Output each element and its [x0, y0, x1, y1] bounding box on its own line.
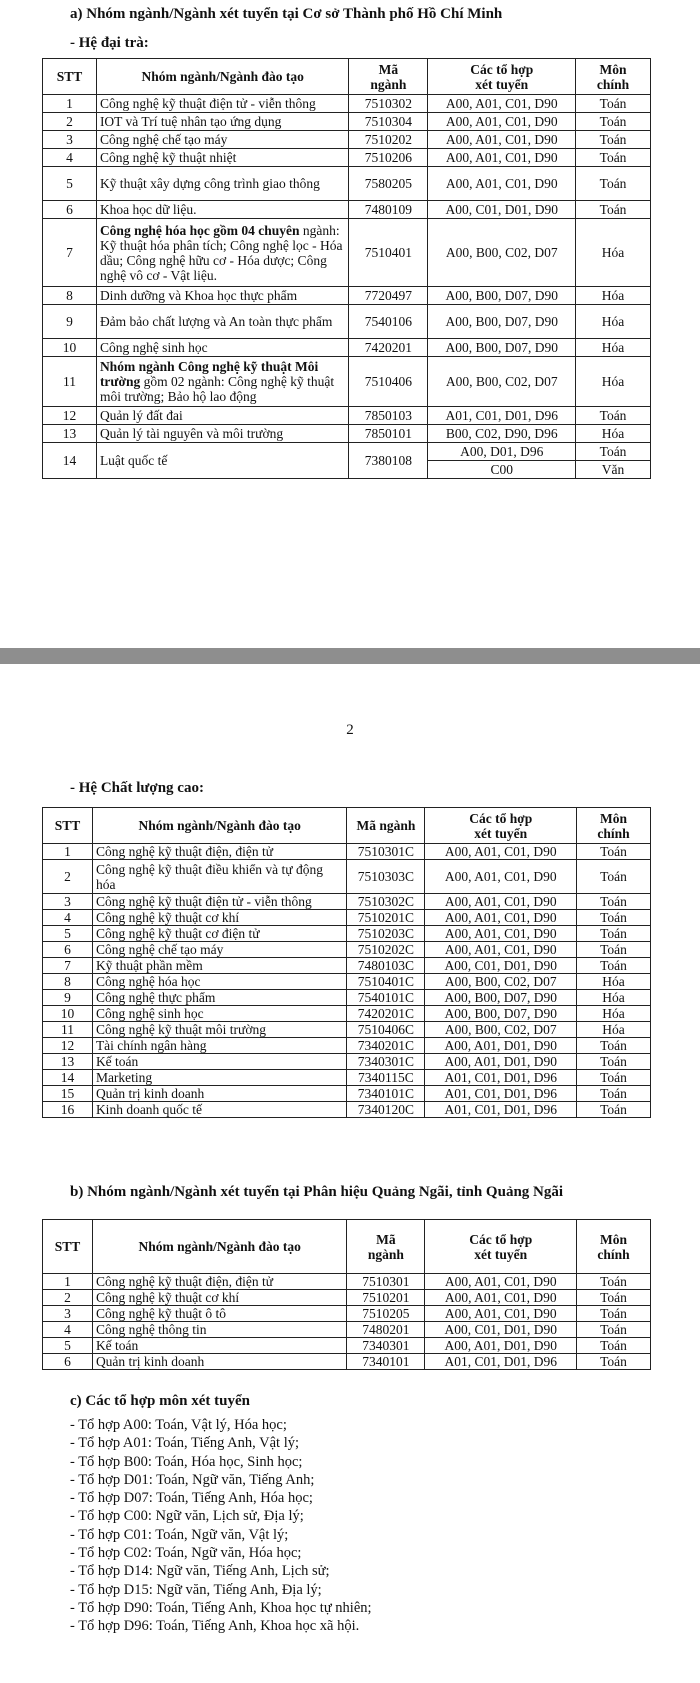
row-stt: 5 [43, 1338, 93, 1354]
table-row [43, 942, 651, 958]
row-tohop: A00, B00, C02, D07 [428, 219, 576, 287]
row-nganh: Công nghệ kỹ thuật cơ điện tử [92, 926, 347, 942]
row-ma: 7340101C [347, 1086, 425, 1102]
row-mon: Toán [577, 1086, 651, 1102]
row-nganh [96, 219, 349, 287]
row-nganh: Công nghệ kỹ thuật môi trường [92, 1022, 347, 1038]
list-item: - Tổ hợp D15: Ngữ văn, Tiếng Anh, Địa lý; [70, 1581, 322, 1598]
row-tohop: A00, A01, C01, D90 [425, 860, 577, 894]
table-row [43, 1038, 651, 1054]
row-nganh: Đảm bảo chất lượng và An toàn thực phẩm [96, 305, 349, 339]
row-mon: Hóa [577, 974, 651, 990]
row-tohop: A00, B00, C02, D07 [425, 974, 577, 990]
row-tohop: A00, A01, D01, D90 [425, 1038, 577, 1054]
header-ma: Mã ngành [349, 59, 428, 95]
table-row [43, 894, 651, 910]
row-nganh-bold: Công nghệ hóa học gồm 04 chuyên [99, 222, 300, 238]
table-row [43, 287, 651, 305]
table-row [43, 357, 651, 407]
row-tohop: A00, B00, D07, D90 [425, 1006, 577, 1022]
row-mon: Toán [577, 958, 651, 974]
table-row [43, 425, 651, 443]
table-header-row [43, 1220, 651, 1274]
table-row [43, 443, 651, 461]
row-nganh: Marketing [92, 1070, 347, 1086]
header-nganh: Nhóm ngành/Ngành đào tạo [96, 59, 349, 95]
row-nganh: Công nghệ kỹ thuật ô tô [92, 1306, 347, 1322]
row-ma: 7510301 [347, 1274, 425, 1290]
row-nganh: Công nghệ kỹ thuật điều khiển và tự động hóa [92, 860, 347, 894]
row-mon: Hóa [577, 1006, 651, 1022]
row-stt: 7 [43, 958, 93, 974]
row-nganh: Dinh dưỡng và Khoa học thực phẩm [96, 287, 349, 305]
row-stt: 2 [43, 1290, 93, 1306]
row-tohop: A00, A01, D01, D90 [425, 1338, 577, 1354]
row-nganh: Công nghệ kỹ thuật điện tử - viễn thông [92, 894, 347, 910]
header-tohop: Các tổ hợp xét tuyển [425, 1220, 577, 1274]
row-ma: 7510206 [349, 149, 428, 167]
table-row [43, 1102, 651, 1118]
row-nganh: Công nghệ kỹ thuật cơ khí [92, 1290, 347, 1306]
row-mon: Hóa [576, 219, 651, 287]
dai-tra-table [42, 58, 651, 479]
row-nganh: Công nghệ kỹ thuật điện tử - viễn thông [96, 95, 349, 113]
header-mon: Môn chính [576, 59, 651, 95]
table-row [43, 1006, 651, 1022]
page-divider [0, 648, 700, 664]
row-stt: 8 [43, 287, 97, 305]
document-page-2 [0, 664, 700, 1683]
row-stt: 1 [43, 844, 93, 860]
row-tohop: A00, A01, C01, D90 [428, 95, 576, 113]
row-ma: 7580205 [349, 167, 428, 201]
row-ma: 7510202C [347, 942, 425, 958]
table-row [43, 860, 651, 894]
row-nganh-rest: ngành: Kỹ thuật hóa phân tích; Công nghệ lọc - Hóa dầu; Công nghệ hữu cơ - Hóa dược; Công nghệ vô cơ - Vật liệu. [99, 222, 343, 283]
table-row [43, 407, 651, 425]
row-mon: Toán [576, 201, 651, 219]
section-a-title: a) Nhóm ngành/Ngành xét tuyển tại Cơ sở Thành phố Hồ Chí Minh [70, 6, 503, 22]
row-stt: 11 [43, 357, 97, 407]
row-tohop: A00, A01, D01, D90 [425, 1054, 577, 1070]
row-stt: 2 [43, 860, 93, 894]
row-stt: 3 [43, 894, 93, 910]
row-mon: Toán [577, 894, 651, 910]
row-tohop: A00, C01, D01, D90 [428, 201, 576, 219]
row-mon: Toán [577, 1306, 651, 1322]
row-ma: 7340301 [347, 1338, 425, 1354]
table-row [43, 958, 651, 974]
header-mon: Môn chính [577, 808, 651, 844]
table-row [43, 149, 651, 167]
row-nganh: Kế toán [92, 1054, 347, 1070]
row-tohop: A00, B00, C02, D07 [428, 357, 576, 407]
row-mon: Hóa [576, 357, 651, 407]
row-tohop: A00, A01, C01, D90 [425, 1290, 577, 1306]
row-stt: 9 [43, 990, 93, 1006]
row-nganh: Khoa học dữ liệu. [96, 201, 349, 219]
row-tohop: A00, A01, C01, D90 [425, 910, 577, 926]
row-tohop: A00, B00, D07, D90 [428, 287, 576, 305]
row-stt: 4 [43, 149, 97, 167]
row-tohop: A00, A01, C01, D90 [425, 1306, 577, 1322]
header-mon: Môn chính [577, 1220, 651, 1274]
row-mon: Toán [577, 926, 651, 942]
row-nganh: Công nghệ chế tạo máy [96, 131, 349, 149]
row-nganh: IOT và Trí tuệ nhân tạo ứng dụng [96, 113, 349, 131]
header-ma: Mã ngành [347, 1220, 425, 1274]
list-item: - Tổ hợp C01: Toán, Ngữ văn, Vật lý; [70, 1526, 289, 1543]
row-tohop: A00, A01, C01, D90 [428, 113, 576, 131]
table-row [43, 1322, 651, 1338]
row-tohop: A01, C01, D01, D96 [425, 1086, 577, 1102]
table-row [43, 167, 651, 201]
row-tohop: A00, B00, D07, D90 [425, 990, 577, 1006]
row-tohop: A01, C01, D01, D96 [425, 1354, 577, 1370]
header-nganh: Nhóm ngành/Ngành đào tạo [92, 1220, 347, 1274]
header-stt: STT [43, 1220, 93, 1274]
list-item: - Tổ hợp D90: Toán, Tiếng Anh, Khoa học tự nhiên; [70, 1599, 372, 1616]
row-stt: 4 [43, 910, 93, 926]
row-stt: 5 [43, 167, 97, 201]
combo-list [70, 1416, 372, 1636]
row-mon: Toán [576, 407, 651, 425]
table-row [43, 1290, 651, 1306]
row-mon: Toán [577, 844, 651, 860]
table-row [43, 219, 651, 287]
row-mon: Toán [576, 113, 651, 131]
row-tohop: A01, C01, D01, D96 [425, 1102, 577, 1118]
row-tohop: C00 [428, 461, 576, 479]
row-stt: 2 [43, 113, 97, 131]
row-mon: Toán [577, 1322, 651, 1338]
row-mon: Toán [577, 1102, 651, 1118]
row-tohop: A00, A01, C01, D90 [428, 167, 576, 201]
row-stt: 9 [43, 305, 97, 339]
row-stt: 1 [43, 95, 97, 113]
row-tohop: A00, C01, D01, D90 [425, 1322, 577, 1338]
list-item: - Tổ hợp A01: Toán, Tiếng Anh, Vật lý; [70, 1435, 300, 1452]
row-stt: 14 [43, 1070, 93, 1086]
row-mon: Toán [576, 149, 651, 167]
table-row [43, 926, 651, 942]
row-ma: 7540106 [349, 305, 428, 339]
row-ma: 7510406 [349, 357, 428, 407]
row-ma: 7510203C [347, 926, 425, 942]
row-mon: Toán [577, 1054, 651, 1070]
row-mon: Hóa [576, 339, 651, 357]
table-row [43, 990, 651, 1006]
list-item: - Tổ hợp A00: Toán, Vật lý, Hóa học; [70, 1417, 287, 1433]
row-ma: 7720497 [349, 287, 428, 305]
table-row [43, 131, 651, 149]
row-stt: 1 [43, 1274, 93, 1290]
row-mon: Toán [576, 167, 651, 201]
row-tohop: A00, B00, D07, D90 [428, 339, 576, 357]
row-mon: Toán [576, 95, 651, 113]
row-nganh: Quản lý đất đai [96, 407, 349, 425]
row-ma: 7340201C [347, 1038, 425, 1054]
row-mon: Toán [576, 131, 651, 149]
row-mon: Toán [577, 910, 651, 926]
row-ma: 7480109 [349, 201, 428, 219]
row-stt: 12 [43, 1038, 93, 1054]
row-stt: 5 [43, 926, 93, 942]
row-nganh: Công nghệ sinh học [92, 1006, 347, 1022]
header-nganh: Nhóm ngành/Ngành đào tạo [92, 808, 347, 844]
table-row [43, 974, 651, 990]
row-mon: Toán [577, 1354, 651, 1370]
row-stt: 8 [43, 974, 93, 990]
row-tohop: A01, C01, D01, D96 [425, 1070, 577, 1086]
row-ma: 7510205 [347, 1306, 425, 1322]
row-tohop: A00, B00, D07, D90 [428, 305, 576, 339]
row-nganh: Kế toán [92, 1338, 347, 1354]
table-row [43, 113, 651, 131]
list-item: - Tổ hợp B00: Toán, Hóa học, Sinh học; [70, 1453, 303, 1470]
row-ma: 7340115C [347, 1070, 425, 1086]
row-nganh: Quản trị kinh doanh [92, 1086, 347, 1102]
list-item: - Tổ hợp D14: Ngữ văn, Tiếng Anh, Lịch sử; [70, 1563, 330, 1580]
row-stt: 4 [43, 1322, 93, 1338]
list-item: - Tổ hợp D07: Toán, Tiếng Anh, Hóa học; [70, 1490, 313, 1507]
list-item: - Tổ hợp D01: Toán, Ngữ văn, Tiếng Anh; [70, 1471, 315, 1488]
row-stt: 13 [43, 1054, 93, 1070]
row-mon: Hóa [576, 305, 651, 339]
row-nganh: Kỹ thuật xây dựng công trình giao thông [96, 167, 349, 201]
row-nganh: Luật quốc tế [96, 443, 349, 479]
row-nganh: Công nghệ sinh học [96, 339, 349, 357]
row-ma: 7420201 [349, 339, 428, 357]
row-ma: 7510302 [349, 95, 428, 113]
row-nganh: Tài chính ngân hàng [92, 1038, 347, 1054]
table-row [43, 339, 651, 357]
row-ma: 7850103 [349, 407, 428, 425]
row-ma: 7420201C [347, 1006, 425, 1022]
row-ma: 7510304 [349, 113, 428, 131]
row-ma: 7510401 [349, 219, 428, 287]
row-ma: 7510302C [347, 894, 425, 910]
row-stt: 6 [43, 1354, 93, 1370]
quang-ngai-table [42, 1219, 651, 1370]
row-tohop: A00, A01, C01, D90 [425, 844, 577, 860]
row-ma: 7510303C [347, 860, 425, 894]
row-ma: 7480103C [347, 958, 425, 974]
row-mon: Toán [576, 443, 651, 461]
row-stt: 15 [43, 1086, 93, 1102]
row-mon: Toán [577, 942, 651, 958]
row-tohop: A00, A01, C01, D90 [425, 894, 577, 910]
table-row [43, 95, 651, 113]
row-tohop: A00, C01, D01, D90 [425, 958, 577, 974]
row-nganh: Công nghệ kỹ thuật điện, điện tử [92, 844, 347, 860]
table-row [43, 305, 651, 339]
table-header-row [43, 808, 651, 844]
row-stt: 3 [43, 1306, 93, 1322]
row-nganh [96, 357, 349, 407]
row-ma: 7510401C [347, 974, 425, 990]
row-mon: Toán [577, 1338, 651, 1354]
row-ma: 7510201C [347, 910, 425, 926]
table-row [43, 1070, 651, 1086]
section-c-title: c) Các tổ hợp môn xét tuyển [70, 1393, 250, 1409]
row-mon: Toán [577, 1070, 651, 1086]
row-nganh: Quản trị kinh doanh [92, 1354, 347, 1370]
section-b-title: b) Nhóm ngành/Ngành xét tuyển tại Phân hiệu Quảng Ngãi, tỉnh Quảng Ngãi [70, 1184, 564, 1200]
table-row [43, 1086, 651, 1102]
row-mon: Toán [577, 860, 651, 894]
row-stt: 3 [43, 131, 97, 149]
row-stt: 14 [43, 443, 97, 479]
row-mon: Văn [576, 461, 651, 479]
row-ma: 7480201 [347, 1322, 425, 1338]
row-mon: Toán [577, 1038, 651, 1054]
page-number: 2 [346, 722, 354, 738]
chat-luong-cao-label: - Hệ Chất lượng cao: [70, 780, 204, 796]
row-nganh: Kinh doanh quốc tế [92, 1102, 347, 1118]
chat-luong-cao-table [42, 807, 651, 1118]
header-tohop: Các tổ hợp xét tuyển [425, 808, 577, 844]
row-mon: Hóa [576, 287, 651, 305]
table-row [43, 1054, 651, 1070]
row-nganh: Công nghệ kỹ thuật điện, điện tử [92, 1274, 347, 1290]
row-mon: Toán [577, 1274, 651, 1290]
row-nganh: Kỹ thuật phần mềm [92, 958, 347, 974]
row-nganh: Quản lý tài nguyên và môi trường [96, 425, 349, 443]
list-item: - Tổ hợp C02: Toán, Ngữ văn, Hóa học; [70, 1545, 302, 1562]
row-stt: 6 [43, 201, 97, 219]
table-header-row [43, 59, 651, 95]
table-row [43, 1274, 651, 1290]
table-row [43, 844, 651, 860]
table-row [43, 201, 651, 219]
row-tohop: A00, A01, C01, D90 [428, 131, 576, 149]
table-row [43, 1338, 651, 1354]
row-stt: 10 [43, 1006, 93, 1022]
row-nganh: Công nghệ kỹ thuật nhiệt [96, 149, 349, 167]
row-nganh-rest: gồm 02 ngành: Công nghệ kỹ thuật môi trường; Bảo hộ lao động [99, 374, 335, 404]
row-stt: 6 [43, 942, 93, 958]
row-tohop: A00, A01, C01, D90 [425, 1274, 577, 1290]
row-stt: 13 [43, 425, 97, 443]
header-ma: Mã ngành [347, 808, 425, 844]
table-row [43, 1022, 651, 1038]
row-tohop: B00, C02, D90, D96 [428, 425, 576, 443]
row-nganh: Công nghệ thực phẩm [92, 990, 347, 1006]
row-mon: Hóa [577, 1022, 651, 1038]
row-stt: 12 [43, 407, 97, 425]
row-tohop: A00, B00, C02, D07 [425, 1022, 577, 1038]
row-stt: 7 [43, 219, 97, 287]
row-stt: 16 [43, 1102, 93, 1118]
row-stt: 10 [43, 339, 97, 357]
table-row [43, 910, 651, 926]
row-ma: 7340120C [347, 1102, 425, 1118]
row-nganh: Công nghệ kỹ thuật cơ khí [92, 910, 347, 926]
document-page-1 [0, 0, 700, 648]
table-row [43, 1306, 651, 1322]
list-item: - Tổ hợp D96: Toán, Tiếng Anh, Khoa học xã hội. [70, 1618, 360, 1635]
header-stt: STT [43, 808, 93, 844]
row-ma: 7510406C [347, 1022, 425, 1038]
row-nganh: Công nghệ chế tạo máy [92, 942, 347, 958]
row-tohop: A00, A01, C01, D90 [428, 149, 576, 167]
row-tohop: A00, A01, C01, D90 [425, 926, 577, 942]
row-tohop: A00, D01, D96 [428, 443, 576, 461]
table-row [43, 1354, 651, 1370]
row-ma: 7380108 [349, 443, 428, 479]
row-ma: 7510202 [349, 131, 428, 149]
header-tohop: Các tổ hợp xét tuyển [428, 59, 576, 95]
header-stt: STT [43, 59, 97, 95]
row-ma: 7850101 [349, 425, 428, 443]
row-mon: Hóa [576, 425, 651, 443]
row-tohop: A01, C01, D01, D96 [428, 407, 576, 425]
row-nganh-bold: Nhóm ngành Công nghệ kỹ thuật Môi trường [99, 359, 319, 389]
row-ma: 7510201 [347, 1290, 425, 1306]
row-nganh: Công nghệ hóa học [92, 974, 347, 990]
row-stt: 11 [43, 1022, 93, 1038]
row-mon: Toán [577, 1290, 651, 1306]
row-ma: 7510301C [347, 844, 425, 860]
row-ma: 7540101C [347, 990, 425, 1006]
he-dai-tra-label: - Hệ đại trà: [70, 35, 149, 51]
row-tohop: A00, A01, C01, D90 [425, 942, 577, 958]
row-ma: 7340301C [347, 1054, 425, 1070]
row-ma: 7340101 [347, 1354, 425, 1370]
row-mon: Hóa [577, 990, 651, 1006]
row-nganh: Công nghệ thông tin [92, 1322, 347, 1338]
list-item: - Tổ hợp C00: Ngữ văn, Lịch sử, Địa lý; [70, 1508, 304, 1525]
